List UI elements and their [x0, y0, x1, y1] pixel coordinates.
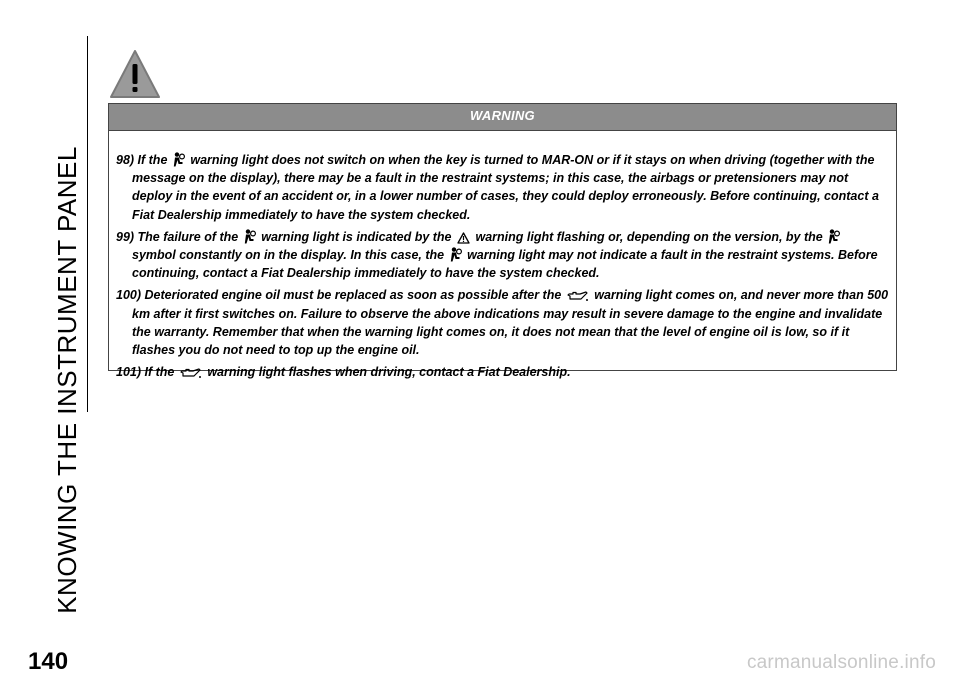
airbag-icon — [828, 229, 840, 244]
note-text: warning light comes on, and never more than 500 km after it first switches on. Failure to observe the above indications may result in severe damage to the engine and invalidate the warranty. Remember that when the warning light comes on, it does not mean that the level of engine oil is low, so if it flashes you do not need to top up the engine oil. — [132, 288, 889, 358]
note-number: 99) The failure of the — [116, 229, 239, 244]
note-text: warning light flashes when driving, contact a Fiat Dealership. — [207, 365, 571, 380]
note-text: warning light is indicated by the — [261, 229, 452, 244]
note-100 — [116, 286, 889, 359]
note-text: warning light does not switch on when the key is turned to MAR-ON or if it stays on when driving (together with the message on the display), there may be a fault in the restraint systems; in this case, the airbags or pretensioners may not deploy in the event of an accident or, in a lower number of cases, they could deploy erroneously. Before continuing, contact a Fiat Dealership immediately to have the system checked. — [132, 153, 879, 222]
note-98 — [116, 151, 889, 224]
airbag-icon — [173, 152, 185, 167]
note-99 — [116, 228, 889, 283]
watermark: carmanualsonline.info — [746, 652, 936, 673]
airbag-icon — [244, 229, 256, 244]
note-text: warning light may not indicate a fault in the restraint systems. Before continuing, contact a Fiat Dealership immediately to have the system checked. — [132, 248, 878, 281]
warning-box-body — [109, 131, 896, 381]
section-title: KNOWING THE INSTRUMENT PANEL — [52, 146, 82, 614]
section-divider — [87, 36, 88, 412]
warning-triangle-icon — [108, 48, 162, 100]
airbag-icon — [450, 247, 462, 262]
oil-can-icon — [567, 291, 589, 302]
note-number: 100) Deteriorated engine oil must be replaced as soon as possible after the — [116, 288, 562, 303]
note-101 — [116, 363, 889, 381]
note-number: 101) If the — [116, 365, 175, 380]
warning-box-header: WARNING — [109, 104, 896, 131]
warning-box — [108, 103, 897, 380]
page-number: 140 — [28, 648, 69, 675]
note-text: warning light flashing or, depending on the version, by the — [475, 229, 823, 244]
general-warning-triangle-icon — [457, 232, 470, 244]
oil-can-icon — [180, 368, 202, 379]
note-number: 98) If the — [116, 153, 168, 167]
note-text: symbol constantly on in the display. In this case, the — [132, 248, 445, 263]
